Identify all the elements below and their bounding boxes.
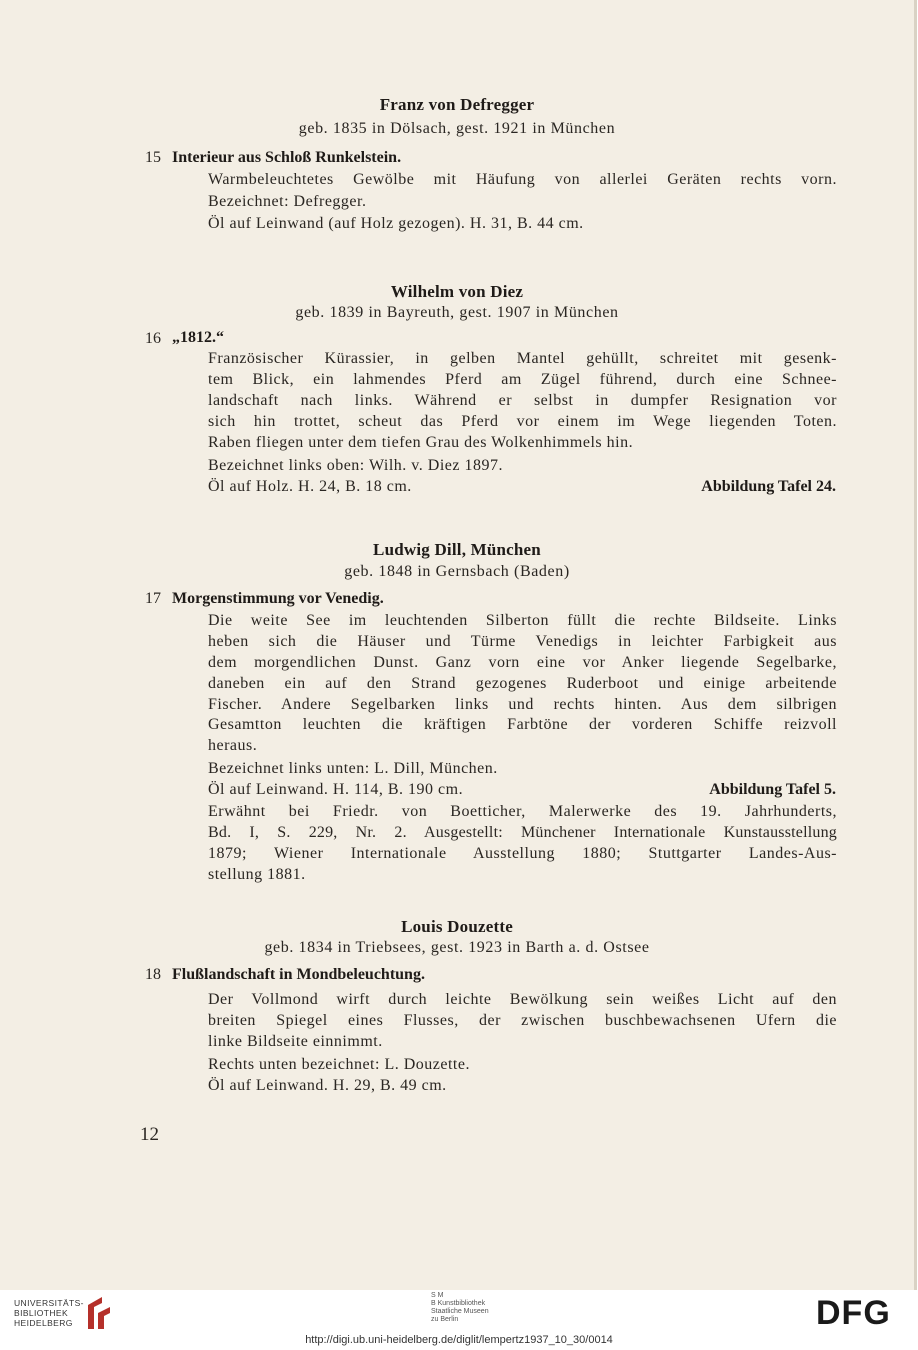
dfg-logo[interactable]: DFG [816,1294,891,1332]
artist-dates: geb. 1839 in Bayreuth, gest. 1907 in München [295,304,619,321]
lot-title: „1812.“ [172,329,224,346]
description-line: Warmbeleuchtetes Gewölbe mit Häufung von allerlei Geräten rechts vorn. [208,171,837,188]
university-logo-icon[interactable] [80,1293,116,1333]
lot-title: Flußlandschaft in Mondbeleuchtung. [172,966,425,983]
lot-number: 18 [145,966,161,983]
description-line: Bezeichnet links unten: L. Dill, München. [208,760,498,777]
description-line: daneben ein auf den Strand gezogenes Ruderboot und einige arbeitende [208,675,837,692]
description-line: Fischer. Andere Segelbarken links und rechts hinten. Aus dem silbrigen [208,696,837,713]
permalink-url[interactable]: http://digi.ub.uni-heidelberg.de/diglit/lempertz1937_10_30/0014 [305,1334,613,1346]
description-line: Öl auf Leinwand. H. 29, B. 49 cm. [208,1077,447,1094]
artist-name: Ludwig Dill, München [373,540,541,559]
page-number: 12 [140,1124,159,1145]
lot-number: 15 [145,149,161,166]
artist-name: Louis Douzette [401,917,513,936]
description-line: Französischer Kürassier, in gelben Mantel gehüllt, schreitet mit gesenk- [208,350,837,367]
description-line: stellung 1881. [208,866,306,883]
artist-dates: geb. 1834 in Triebsees, gest. 1923 in Barth a. d. Ostsee [264,939,650,956]
description-line: Bezeichnet: Defregger. [208,193,367,210]
description-line: Raben fliegen unter dem tiefen Grau des Wolkenhimmels hin. [208,434,634,451]
description-line: Der Vollmond wirft durch leichte Bewölkung sein weißes Licht auf den [208,991,837,1008]
description-line: Erwähnt bei Friedr. von Boetticher, Malerwerke des 19. Jahrhunderts, [208,803,837,820]
stamp-line: zu Berlin [431,1316,459,1323]
description-line: Die weite See im leuchtenden Silberton füllt die rechte Bildseite. Links [208,612,837,629]
lot-number: 17 [145,590,161,607]
stamp-line: B Kunstbibliothek [431,1300,486,1307]
plate-reference: Abbildung Tafel 24. [701,478,836,495]
university-library-label[interactable] [14,1298,84,1328]
description-line: Öl auf Leinwand (auf Holz gezogen). H. 31, B. 44 cm. [208,215,584,232]
lot-title: Interieur aus Schloß Runkelstein. [172,149,402,166]
artist-dates: geb. 1835 in Dölsach, gest. 1921 in München [298,120,616,137]
artist-dates: geb. 1848 in Gernsbach (Baden) [344,563,570,580]
artist-name: Wilhelm von Diez [390,282,524,301]
description-line: heben sich die Häuser und Türme Venedigs in leichter Farbigkeit aus [208,633,837,650]
plate-reference: Abbildung Tafel 5. [709,781,836,798]
description-line: Gesamtton leuchten die kräftigen Farbtöne der vorderen Schiffe reizvoll [208,716,837,733]
description-line: Bezeichnet links oben: Wilh. v. Diez 1897. [208,457,503,474]
stamp-line: S M [431,1292,444,1299]
description-line: Bd. I, S. 229, Nr. 2. Ausgestellt: Münchener Internationale Kunstausstellung [208,824,837,841]
library-stamp [431,1292,489,1324]
description-line: heraus. [208,737,258,754]
description-line: tem Blick, ein lahmendes Pferd am Zügel führend, durch eine Schnee- [208,371,837,388]
artist-name: Franz von Defregger [379,95,535,114]
description-line: breiten Spiegel eines Flusses, der zwischen buschbewachsenen Ufern die [208,1012,837,1029]
stamp-line: Staatliche Museen [431,1308,489,1315]
description-line: landschaft nach links. Während er selbst in dumpfer Resignation vor [208,392,837,409]
description-line: linke Bildseite einnimmt. [208,1033,383,1050]
library-line: BIBLIOTHEK [14,1308,69,1318]
description-line: dem morgendlichen Dunst. Ganz vorn eine vor Anker liegende Segelbarke, [208,654,837,671]
lot-title: Morgenstimmung vor Venedig. [172,590,384,607]
description-line: Öl auf Holz. H. 24, B. 18 cm. [208,478,412,495]
description-line: sich hin trottet, scheut das Pferd vor einem im Wege liegenden Toten. [208,413,837,430]
library-line: HEIDELBERG [14,1318,73,1328]
description-line: Öl auf Leinwand. H. 114, B. 190 cm. [208,781,464,798]
lot-number: 16 [145,330,161,347]
description-line: 1879; Wiener Internationale Ausstellung 1880; Stuttgarter Landes-Aus- [208,845,837,862]
description-line: Rechts unten bezeichnet: L. Douzette. [208,1056,470,1073]
library-line: UNIVERSITÄTS- [14,1298,84,1308]
